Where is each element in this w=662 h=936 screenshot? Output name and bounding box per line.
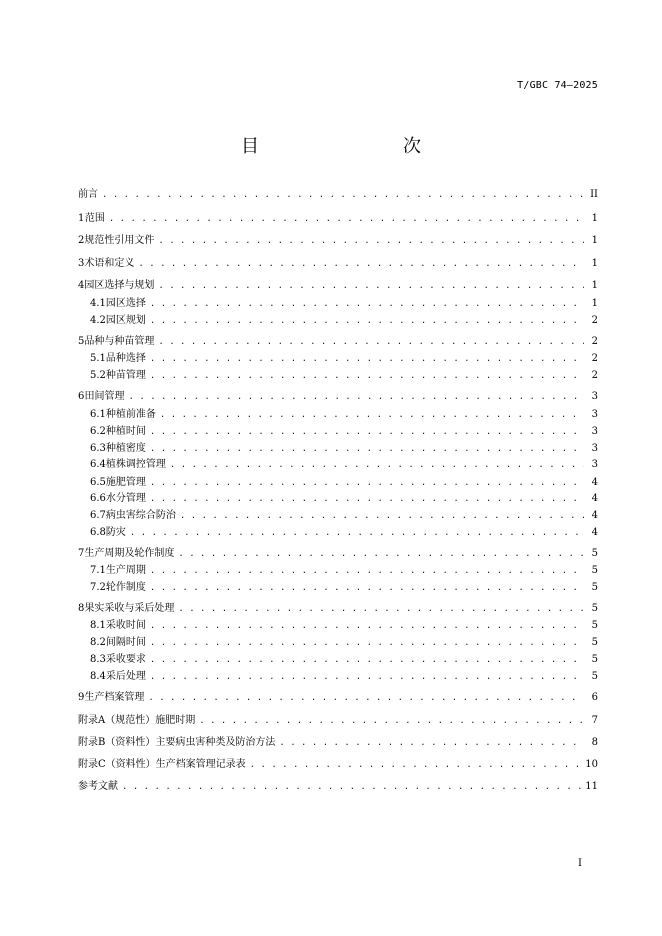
toc-entry-number: 5.1 [90,353,106,364]
toc-entry-label: 园区选择与规划 [84,280,155,291]
toc-dot-leader [150,669,584,685]
toc-entry[interactable] [78,601,598,617]
toc-entry-page: 1 [591,258,598,269]
toc-entry-label: 术语和定义 [84,258,135,269]
toc-dot-leader [178,546,584,562]
toc-entry-label: 种植前准备 [105,409,156,420]
toc-entry-page: 6 [591,692,598,703]
toc-entry-page: 5 [591,620,598,631]
toc-entry-number: 7.1 [90,565,106,576]
toc-dot-leader [150,652,584,668]
toc-entry-label: 田间管理 [84,391,125,402]
toc-entry-label: 生产档案管理 [84,692,145,703]
toc-entry-page: 2 [591,315,598,326]
toc-dot-leader [178,601,584,617]
toc-entry-page: 1 [591,213,598,224]
toc-entry-number: 7 [78,548,85,559]
toc-entry[interactable] [78,389,598,405]
toc-entry[interactable] [90,368,598,384]
toc-entry-page: 3 [591,443,598,454]
toc-entry[interactable] [78,233,598,249]
toc-entry-label: 防灾 [105,527,126,538]
toc-entry-number: 6.7 [90,510,106,521]
toc-entry-label: 主要病虫害种类及防治方法 [155,737,276,748]
toc-dot-leader [158,334,584,350]
toc-entry-page: 4 [591,527,598,538]
toc-entry[interactable] [90,475,598,491]
toc-entry-label: 采后处理 [105,671,146,682]
toc-entry-number: 9 [78,692,85,703]
toc-entry-label: 品种与种苗管理 [84,336,155,347]
toc-entry-page: 4 [591,510,598,521]
toc-entry-page: II [590,189,598,200]
toc-entry-page: 2 [591,353,598,364]
toc-entry[interactable] [90,618,598,634]
toc-entry-page: 5 [591,671,598,682]
toc-dot-leader [150,351,584,367]
toc-entry[interactable] [78,757,598,773]
toc-dot-leader [250,757,582,773]
toc-entry-number: 2 [78,235,85,246]
page-number: I [578,858,582,869]
toc-entry-number: 8 [78,603,85,614]
toc-entry-label: 病虫害综合防治 [105,510,176,521]
toc-entry[interactable] [78,334,598,350]
toc-dot-leader [150,580,584,596]
toc-dot-leader [150,424,584,440]
toc-entry[interactable] [90,563,598,579]
toc-entry-number: 8.4 [90,671,106,682]
toc-dot-leader [148,690,584,706]
toc-entry-page: 5 [591,654,598,665]
toc-entry-number: 7.2 [90,582,106,593]
toc-entry-number: 4.1 [90,298,106,309]
toc-entry-number: 附录B（资料性） [78,737,156,748]
toc-entry[interactable] [78,713,598,729]
toc-entry-number: 8.2 [90,637,106,648]
toc-entry-page: 4 [591,477,598,488]
toc-entry-number: 3 [78,258,85,269]
toc-entry-label: 生产档案管理记录表 [155,759,246,770]
toc-entry-page: 2 [591,370,598,381]
toc-entry[interactable] [90,580,598,596]
toc-entry[interactable] [78,779,598,795]
toc-dot-leader [150,296,584,312]
toc-entry[interactable] [78,278,598,294]
toc-entry[interactable] [90,508,598,524]
toc-entry-label: 园区选择 [105,298,146,309]
toc-entry-label: 施肥时期 [155,715,196,726]
toc-entry-label: 采收要求 [105,654,146,665]
toc-entry-page: 3 [591,409,598,420]
toc-entry-label: 植株调控管理 [105,459,166,470]
toc-entry-page: 1 [591,280,598,291]
toc-entry-page: 8 [591,737,598,748]
toc-entry-page: 7 [591,715,598,726]
toc-entry-number: 6.1 [90,409,106,420]
toc-entry-label: 品种选择 [105,353,146,364]
toc-entry-page: 5 [591,603,598,614]
toc-entry[interactable] [78,256,598,272]
toc-dot-leader [109,211,584,227]
toc-entry-label: 施肥管理 [105,477,146,488]
toc-entry-page: 10 [585,759,598,770]
toc-entry-number: 附录C（资料性） [78,759,156,770]
toc-entry-number: 5 [78,336,85,347]
toc-dot-leader [160,407,584,423]
toc-entry-number: 1 [78,213,85,224]
toc-dot-leader [150,491,584,507]
toc-dot-leader [158,278,584,294]
toc-entry[interactable] [90,296,598,312]
toc-entry[interactable] [90,635,598,651]
toc-entry-label: 园区规划 [105,315,146,326]
toc-entry-number: 6.8 [90,527,106,538]
toc-entry-page: 4 [591,493,598,504]
toc-entry-page: 5 [591,548,598,559]
toc-entry[interactable] [90,525,598,541]
toc-entry-number: 4 [78,280,85,291]
toc-entry[interactable] [78,546,598,562]
toc-entry-label: 种植密度 [105,443,146,454]
page-title: 目 次 [241,136,457,157]
toc-entry-page: 11 [585,781,598,792]
toc-entry-label: 间隔时间 [105,637,146,648]
toc-dot-leader [150,563,584,579]
toc-entry-page: 5 [591,637,598,648]
toc-entry-number: 6.2 [90,426,106,437]
toc-dot-leader [138,256,584,272]
toc-dot-leader [150,635,584,651]
toc-dot-leader [130,525,584,541]
toc-entry[interactable] [90,457,598,473]
toc-entry-number: 6.3 [90,443,106,454]
toc-entry[interactable] [78,211,598,227]
toc-entry[interactable] [90,441,598,457]
toc-entry-page: 5 [591,565,598,576]
toc-entry-number: 6.6 [90,493,106,504]
toc-entry-page: 2 [591,336,598,347]
toc-dot-leader [102,187,584,203]
toc-entry[interactable] [78,735,598,751]
toc-entry-number: 8.1 [90,620,106,631]
toc-entry-label: 轮作制度 [105,582,146,593]
toc-entry-number: 6.5 [90,477,106,488]
standard-code: T/GBC 74—2025 [517,80,598,91]
toc-entry-number: 4.2 [90,315,106,326]
toc-entry[interactable] [90,424,598,440]
toc-entry-label: 参考文献 [78,781,118,792]
toc-dot-leader [180,508,584,524]
toc-dot-leader [199,713,584,729]
toc-entry-label: 水分管理 [105,493,146,504]
toc-entry[interactable] [90,351,598,367]
toc-entry-page: 3 [591,426,598,437]
toc-entry[interactable] [90,652,598,668]
toc-entry-page: 1 [591,235,598,246]
toc-entry-number: 6 [78,391,85,402]
toc-entry[interactable] [78,690,598,706]
toc-dot-leader [150,441,584,457]
toc-entry[interactable] [90,491,598,507]
toc-entry-label: 果实采收与采后处理 [84,603,175,614]
toc-entry[interactable] [90,407,598,423]
toc-entry-number: 6.4 [90,459,106,470]
toc-dot-leader [150,618,584,634]
toc-dot-leader [150,313,584,329]
toc-entry[interactable] [90,313,598,329]
toc-entry-label: 范围 [84,213,105,224]
toc-dot-leader [150,475,584,491]
toc-entry-page: 5 [591,582,598,593]
toc-entry-label: 前言 [78,189,98,200]
toc-entry-label: 规范性引用文件 [84,235,155,246]
toc-entry-page: 3 [591,459,598,470]
toc-entry-number: 8.3 [90,654,106,665]
toc-dot-leader [122,779,581,795]
toc-entry[interactable] [78,187,598,203]
toc-dot-leader [279,735,584,751]
toc-entry-label: 种苗管理 [105,370,146,381]
toc-entry-number: 附录A（规范性） [78,715,156,726]
toc-entry-number: 5.2 [90,370,106,381]
toc-dot-leader [158,233,584,249]
toc-entry-label: 采收时间 [105,620,146,631]
toc-entry-label: 生产周期及轮作制度 [84,548,175,559]
toc-entry-page: 3 [591,391,598,402]
toc-dot-leader [150,368,584,384]
toc-entry-label: 生产周期 [105,565,146,576]
toc-entry-page: 1 [591,298,598,309]
toc-dot-leader [170,457,584,473]
toc-entry[interactable] [90,669,598,685]
toc-entry-label: 种植时间 [105,426,146,437]
toc-dot-leader [129,389,584,405]
